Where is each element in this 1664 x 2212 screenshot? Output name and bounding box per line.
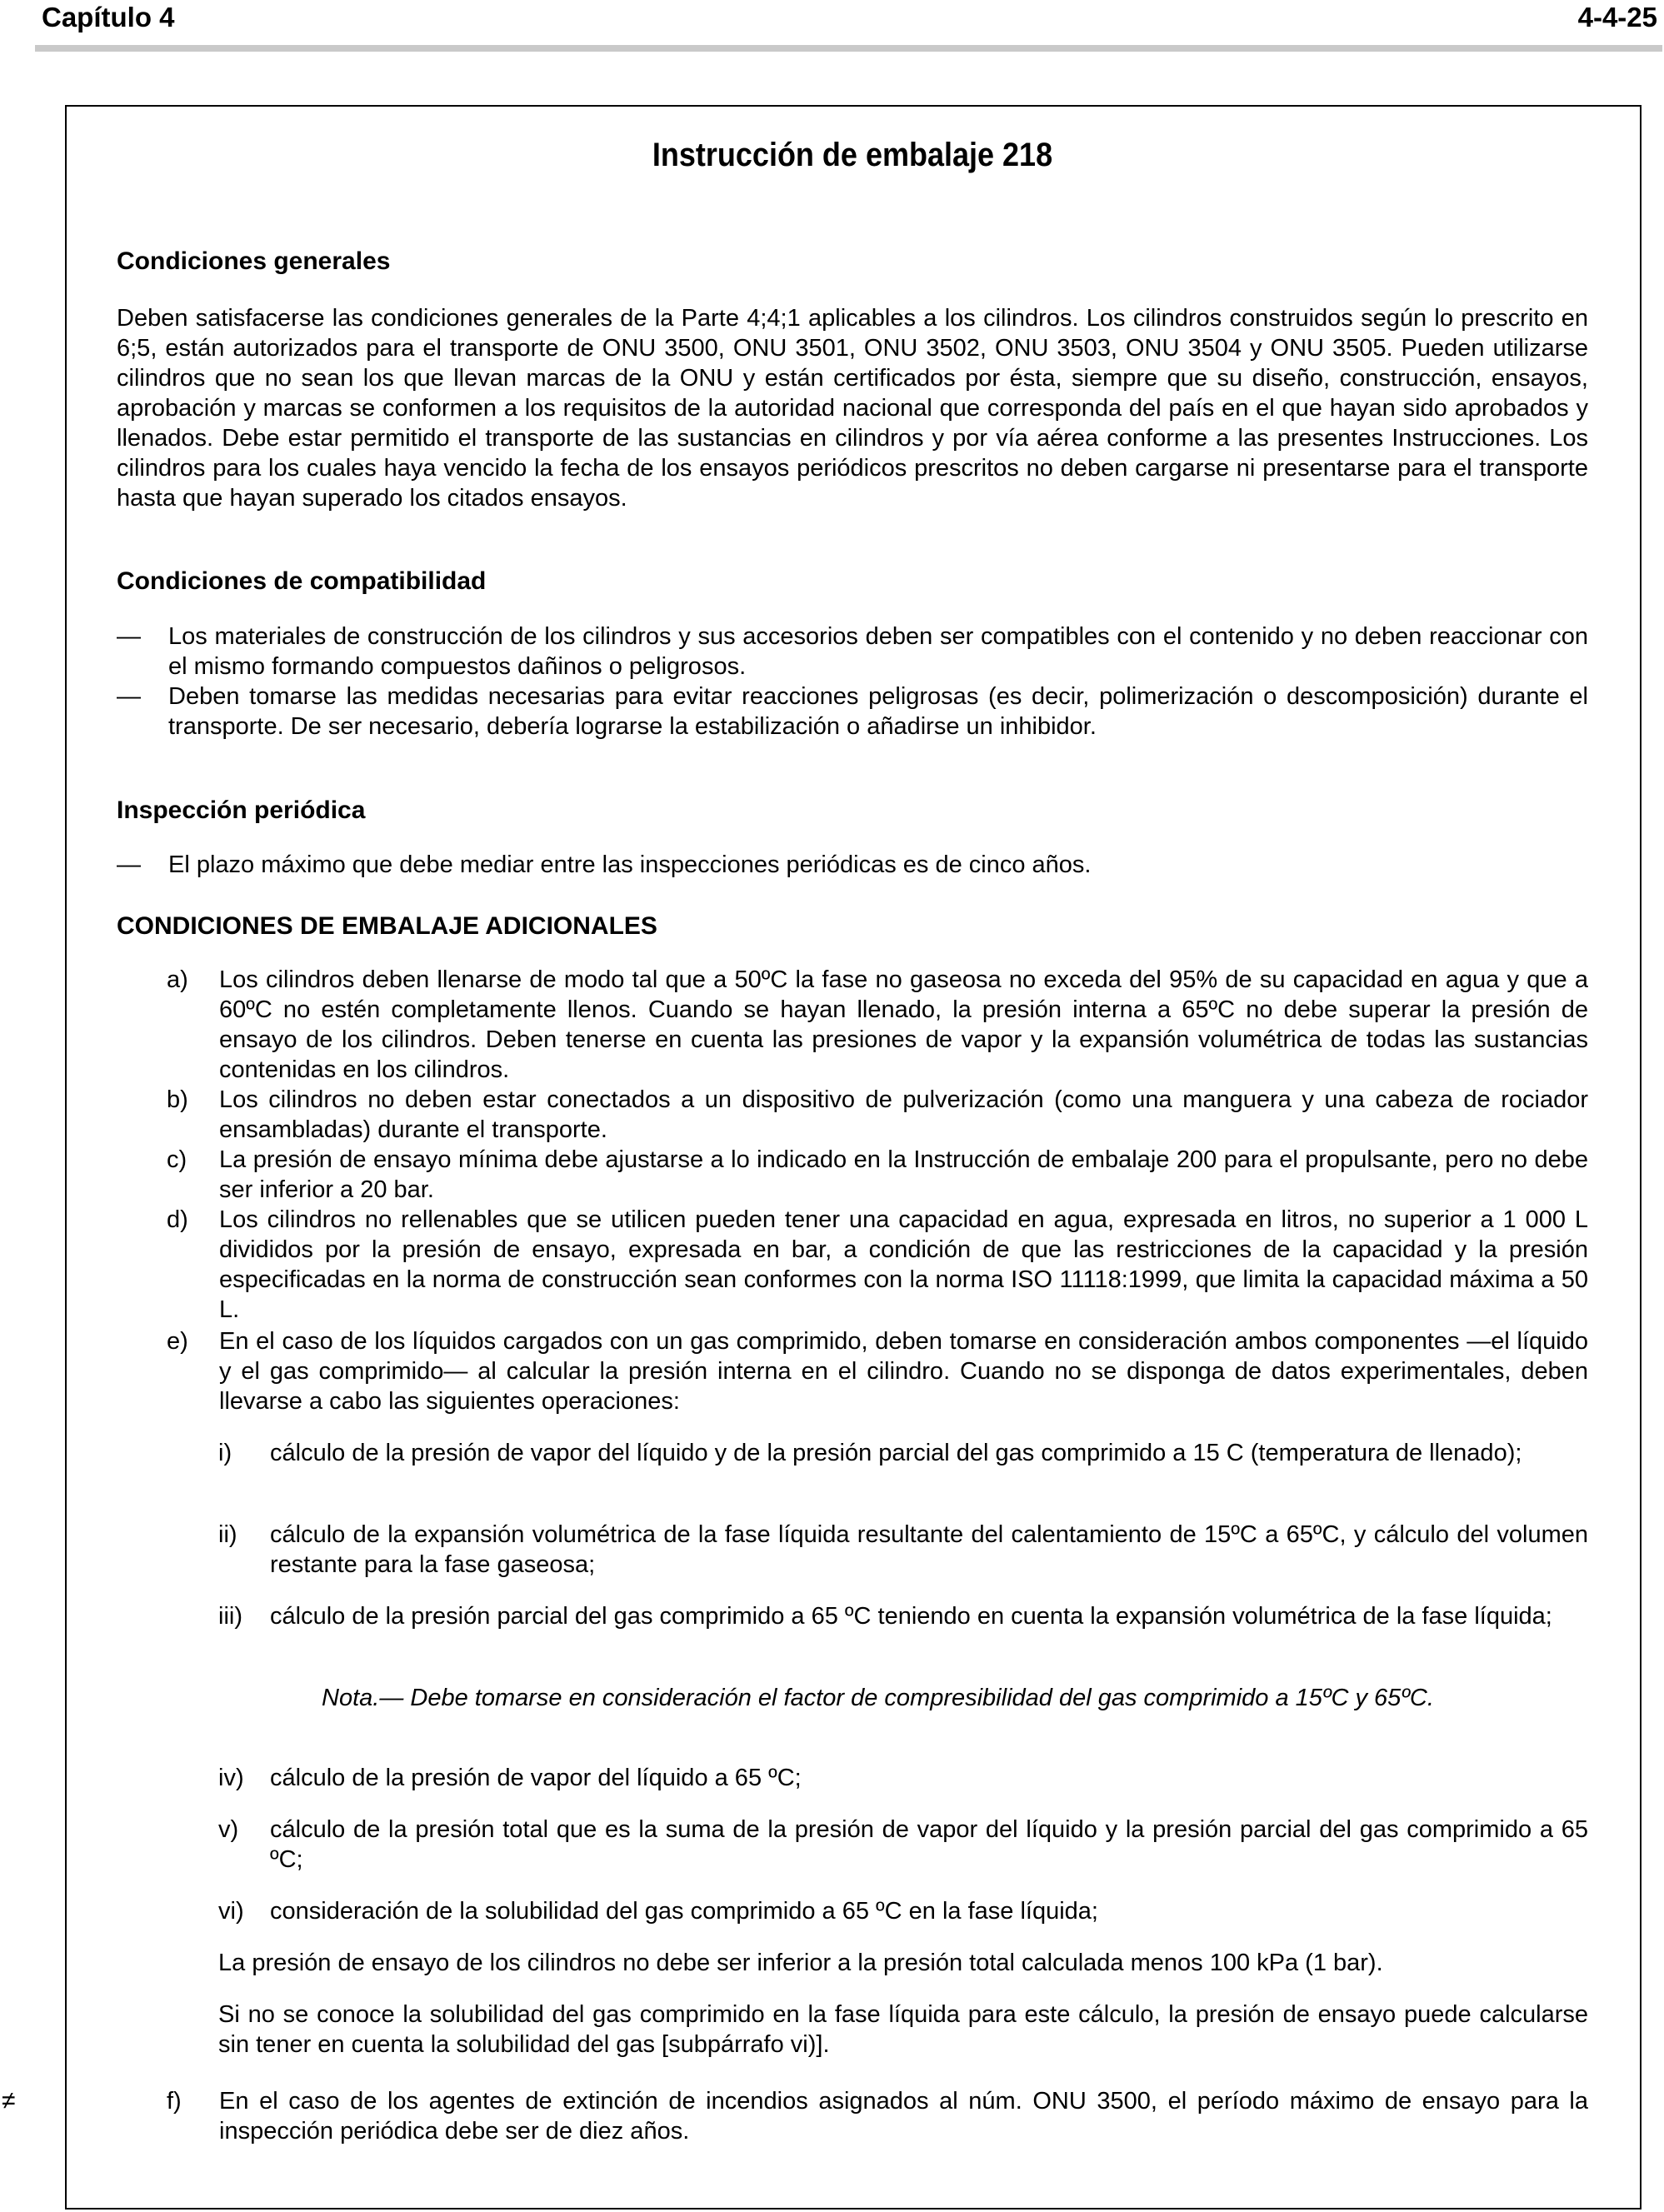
condition-item-f bbox=[167, 2086, 1588, 2146]
item-text: Los cilindros deben llenarse de modo tal que a 50ºC la fase no gaseosa no exceda del 95% de su capacidad en agua y que a 60ºC no estén completamente llenos. Cuando se hayan llenado, la presión interna a 65ºC no debe superar la presión de ensayo de los cilindros. Deben tenerse en cuenta las presiones de vapor y la expansión volumétrica de todas las sustancias contenidas en los cilindros. bbox=[219, 966, 1588, 1083]
subitem-iv bbox=[218, 1763, 1588, 1793]
heading-general: Condiciones generales bbox=[117, 247, 391, 275]
condition-item-a bbox=[167, 965, 1588, 1085]
subitem-v bbox=[218, 1815, 1588, 1875]
item-label: c) bbox=[167, 1146, 187, 1173]
inspection-item-text: El plazo máximo que debe mediar entre las inspecciones periódicas es de cinco años. bbox=[168, 851, 1092, 878]
subitem-ii bbox=[218, 1520, 1588, 1580]
item-label: b) bbox=[167, 1086, 188, 1113]
compat-item-text: Deben tomarse las medidas necesarias para evitar reacciones peligrosas (es decir, polimerización o descomposición) durante el transporte. De ser necesario, debería lograrse la estabilización o añadirse un inhibidor. bbox=[168, 683, 1588, 740]
change-mark: ≠ bbox=[2, 2087, 16, 2115]
dash-mark: — bbox=[117, 683, 141, 710]
subitem-i bbox=[218, 1438, 1588, 1468]
general-paragraph: Deben satisfacerse las condiciones generales de la Parte 4;4;1 aplicables a los cilindros. Los cilindros construidos según lo prescrito en 6;5, están autorizados para el transporte de ONU 3500, ONU 3501, ONU 3502, ONU 3503, ONU 3504 y ONU 3505. Pueden utilizarse cilindros que no sean los que llevan marcas de la ONU y están certificados por ésta, siempre que su diseño, construcción, ensayos, aprobación y marcas se conformen a los requisitos de la autoridad nacional que corresponda del país en el que hayan sido aprobados y llenados. Debe estar permitido el transporte de las sustancias en cilindros y por vía aérea conforme a las presentes Instrucciones. Los cilindros para los cuales haya vencido la fecha de los ensayos periódicos prescritos no deben cargarse ni presentarse para el transporte hasta que hayan superado los citados ensayos. bbox=[117, 305, 1588, 512]
dash-mark: — bbox=[117, 851, 141, 878]
compat-item-text: Los materiales de construcción de los cilindros y sus accesorios deben ser compatibles con el contenido y no deben reaccionar con el mismo formando compuestos dañinos o peligrosos. bbox=[168, 623, 1588, 680]
chapter-label: Capítulo 4 bbox=[42, 2, 175, 32]
subitem-label: iii) bbox=[218, 1603, 242, 1630]
page-title: Instrucción de embalaje 218 bbox=[652, 137, 1053, 173]
heading-compatibility: Condiciones de compatibilidad bbox=[117, 567, 487, 595]
subitem-iii bbox=[218, 1601, 1588, 1631]
condition-item-c bbox=[167, 1145, 1588, 1205]
item-text: Los cilindros no rellenables que se utilicen pueden tener una capacidad en agua, expresada en litros, no superior a 1 000 L divididos por la presión de ensayo, expresada en bar, a condición de que las restricciones de la capacidad y la presión especificadas en la norma de construcción sean conformes con la norma ISO 11118:1999, que limita la capacidad máxima a 50 L. bbox=[219, 1206, 1588, 1323]
page-number: 4-4-25 bbox=[1577, 2, 1657, 32]
item-label: a) bbox=[167, 966, 188, 993]
subitem-label: v) bbox=[218, 1816, 239, 1843]
item-text: Los cilindros no deben estar conectados a un dispositivo de pulverización (como una manguera y una cabeza de rociador ensambladas) durante el transporte. bbox=[219, 1086, 1588, 1143]
item-text: En el caso de los agentes de extinción de incendios asignados al núm. ONU 3500, el período máximo de ensayo para la inspección periódica debe ser de diez años. bbox=[219, 2088, 1588, 2145]
subitem-text: cálculo de la presión parcial del gas comprimido a 65 ºC teniendo en cuenta la expansión volumétrica de la fase líquida; bbox=[270, 1603, 1552, 1630]
subitem-label: ii) bbox=[218, 1521, 237, 1548]
item-label: d) bbox=[167, 1206, 188, 1233]
subitem-text: cálculo de la expansión volumétrica de la fase líquida resultante del calentamiento de 15ºC a 65ºC, y cálculo del volumen restante para la fase gaseosa; bbox=[270, 1521, 1588, 1578]
compat-item bbox=[117, 622, 1588, 682]
item-label: f) bbox=[167, 2088, 182, 2115]
subitem-label: iv) bbox=[218, 1765, 244, 1791]
header-rule bbox=[35, 45, 1662, 52]
note: Nota.— Debe tomarse en consideración el factor de compresibilidad del gas comprimido a 15ºC y 65ºC. bbox=[322, 1685, 1434, 1711]
subitem-text: consideración de la solubilidad del gas comprimido a 65 ºC en la fase líquida; bbox=[270, 1898, 1098, 1925]
subitem-label: i) bbox=[218, 1440, 232, 1466]
running-header bbox=[35, 0, 1662, 40]
solubility-paragraph: Si no se conoce la solubilidad del gas comprimido en la fase líquida para este cálculo, la presión de ensayo puede calcularse sin tener en cuenta la solubilidad del gas [subpárrafo vi)]. bbox=[218, 2001, 1588, 2058]
heading-additional: CONDICIONES DE EMBALAJE ADICIONALES bbox=[117, 912, 657, 940]
item-label: e) bbox=[167, 1328, 188, 1355]
item-text: La presión de ensayo mínima debe ajustarse a lo indicado en la Instrucción de embalaje 200 para el propulsante, pero no debe ser inferior a 20 bar. bbox=[219, 1146, 1588, 1203]
condition-item-d bbox=[167, 1205, 1588, 1325]
compat-item bbox=[117, 682, 1588, 741]
test-pressure-paragraph: La presión de ensayo de los cilindros no debe ser inferior a la presión total calculada menos 100 kPa (1 bar). bbox=[218, 1950, 1383, 1976]
subitem-text: cálculo de la presión total que es la suma de la presión de vapor del líquido y la presión parcial del gas comprimido a 65 ºC; bbox=[270, 1816, 1588, 1873]
subitem-text: cálculo de la presión de vapor del líquido a 65 ºC; bbox=[270, 1765, 802, 1791]
dash-mark: — bbox=[117, 623, 141, 650]
heading-inspection: Inspección periódica bbox=[117, 796, 366, 824]
subitem-label: vi) bbox=[218, 1898, 244, 1925]
inspection-item bbox=[117, 850, 1588, 880]
subitem-text: cálculo de la presión de vapor del líquido y de la presión parcial del gas comprimido a 15 C (temperatura de llenado); bbox=[270, 1440, 1522, 1466]
item-text: En el caso de los líquidos cargados con un gas comprimido, deben tomarse en consideración ambos componentes —el líquido y el gas comprimido— al calcular la presión interna en el cilindro. Cuando no se disponga de datos experimentales, deben llevarse a cabo las siguientes operaciones: bbox=[219, 1328, 1588, 1415]
condition-item-b bbox=[167, 1085, 1588, 1145]
condition-item-e bbox=[167, 1326, 1588, 1416]
subitem-vi bbox=[218, 1896, 1588, 1926]
